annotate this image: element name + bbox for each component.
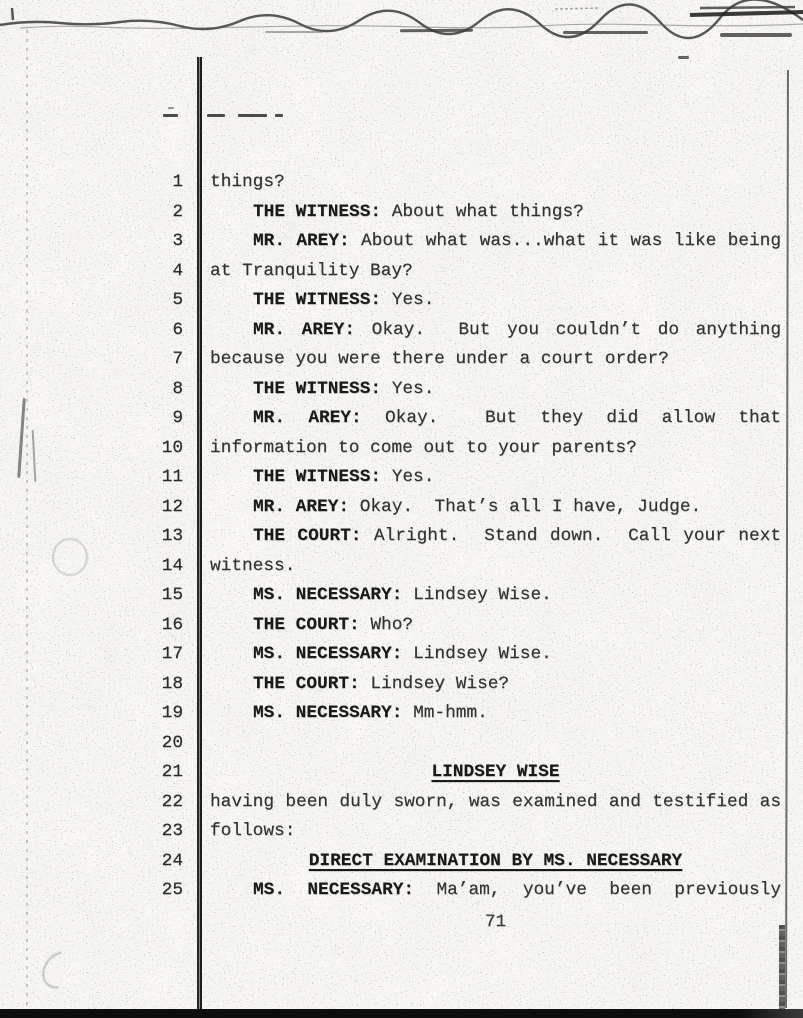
line-number: 5 xyxy=(172,290,183,310)
scan-squiggle-top xyxy=(0,0,803,46)
speaker-label: MS. NECESSARY: xyxy=(253,585,414,605)
transcript-line xyxy=(0,847,803,877)
line-text xyxy=(197,729,781,759)
scan-streak xyxy=(265,31,323,33)
scan-smudge xyxy=(35,944,85,995)
line-body: things? xyxy=(210,172,285,192)
speaker-label: THE WITNESS: xyxy=(253,467,392,487)
transcript-line xyxy=(0,345,803,375)
page-number: 71 xyxy=(484,912,507,932)
transcript-line xyxy=(0,788,803,818)
line-number: 10 xyxy=(161,437,183,458)
line-body: Mm-hmm. xyxy=(413,703,488,723)
scan-dash xyxy=(207,114,225,117)
line-number: 4 xyxy=(172,260,183,281)
line-body: Yes. xyxy=(391,378,435,399)
examination-heading: DIRECT EXAMINATION BY MS. NECESSARY xyxy=(308,850,683,871)
line-text xyxy=(197,168,781,198)
line-number: 7 xyxy=(172,349,183,369)
line-body: Ma’am, you’ve been previously xyxy=(436,880,781,900)
line-text xyxy=(197,758,781,788)
line-number: 20 xyxy=(161,732,183,753)
transcript-line xyxy=(0,817,803,847)
line-body: Yes. xyxy=(391,290,435,310)
transcript-line xyxy=(0,581,803,611)
line-number: 1 xyxy=(172,172,183,192)
line-text xyxy=(197,227,781,257)
transcript-line xyxy=(0,168,803,198)
speaker-label: MS. NECESSARY: xyxy=(253,703,414,723)
line-body: witness. xyxy=(210,555,296,576)
line-text xyxy=(197,699,781,729)
line-number: 13 xyxy=(161,526,183,546)
witness-name-heading: LINDSEY WISE xyxy=(431,762,560,782)
transcript-line xyxy=(0,375,803,405)
speaker-label: THE COURT: xyxy=(253,526,374,546)
line-text xyxy=(197,434,781,464)
line-number: 22 xyxy=(161,791,183,812)
speaker-label: MR. AREY: xyxy=(253,231,361,251)
transcript-line xyxy=(0,758,803,788)
line-text xyxy=(197,463,781,493)
scan-dash xyxy=(163,114,178,117)
line-number: 17 xyxy=(161,644,183,664)
transcript-line xyxy=(0,257,803,287)
line-body: Lindsey Wise. xyxy=(413,585,552,605)
line-text xyxy=(197,670,781,700)
speaker-label: THE WITNESS: xyxy=(253,378,392,399)
line-number: 24 xyxy=(161,850,183,871)
line-text xyxy=(197,286,781,316)
line-body: Lindsey Wise. xyxy=(413,644,552,664)
line-body: Okay. That’s all I have, Judge. xyxy=(359,496,702,517)
line-text xyxy=(197,404,781,434)
transcript-line xyxy=(0,640,803,670)
line-number: 23 xyxy=(161,821,183,841)
line-number: 11 xyxy=(161,467,183,487)
line-number: 15 xyxy=(161,585,183,605)
line-number: 6 xyxy=(172,319,183,340)
transcript-line xyxy=(0,404,803,434)
line-text xyxy=(197,640,781,670)
line-body: having been duly sworn, was examined and testified as xyxy=(210,791,781,812)
transcript-line xyxy=(0,876,803,906)
transcript-body xyxy=(0,168,803,906)
line-body: About what was...what it was like being xyxy=(361,231,781,251)
line-body: because you were there under a court order? xyxy=(210,349,669,369)
speaker-label: MS. NECESSARY: xyxy=(253,644,414,664)
line-number: 12 xyxy=(161,496,183,517)
line-number: 25 xyxy=(161,880,183,900)
line-body: at Tranquility Bay? xyxy=(210,260,413,281)
scan-streak xyxy=(678,56,689,59)
line-body: Lindsey Wise? xyxy=(370,673,510,694)
line-number: 21 xyxy=(161,762,183,782)
line-text xyxy=(197,876,781,906)
line-body: Who? xyxy=(370,614,414,635)
transcript-line xyxy=(0,463,803,493)
line-number: 16 xyxy=(161,614,183,635)
line-number: 3 xyxy=(172,231,183,251)
speaker-label: THE WITNESS: xyxy=(253,290,392,310)
transcript-line xyxy=(0,493,803,523)
line-text xyxy=(197,847,781,877)
speaker-label: MR. AREY: xyxy=(253,408,385,428)
speaker-label: MR. AREY: xyxy=(253,496,360,517)
scan-bottom-bar xyxy=(0,1009,803,1018)
line-text xyxy=(197,552,781,582)
line-number: 18 xyxy=(161,673,183,694)
line-text xyxy=(197,493,781,523)
line-number: 9 xyxy=(172,408,183,428)
line-body: Okay. But they did allow that xyxy=(385,408,781,428)
scan-streak xyxy=(400,29,473,33)
scan-streak xyxy=(563,31,648,34)
scan-dash xyxy=(275,114,283,117)
transcript-line xyxy=(0,434,803,464)
line-body: information to come out to your parents? xyxy=(210,437,637,458)
line-text xyxy=(197,257,781,287)
line-body: Yes. xyxy=(391,467,435,487)
line-body: Alright. Stand down. Call your next xyxy=(373,526,781,546)
transcript-line xyxy=(0,198,803,228)
transcript-line xyxy=(0,699,803,729)
line-text xyxy=(197,581,781,611)
line-number: 14 xyxy=(161,555,183,576)
line-body: About what things? xyxy=(391,201,584,222)
speaker-label: MR. AREY: xyxy=(253,319,372,340)
line-text xyxy=(197,345,781,375)
line-body: follows: xyxy=(210,821,296,841)
line-text xyxy=(197,611,781,641)
transcript-line xyxy=(0,286,803,316)
line-text xyxy=(197,375,781,405)
transcript-line xyxy=(0,729,803,759)
line-text xyxy=(197,788,781,818)
transcript-line xyxy=(0,611,803,641)
line-body: Okay. But you couldn’t do anything xyxy=(371,319,781,340)
line-number: 8 xyxy=(172,378,183,399)
line-number: 19 xyxy=(161,703,183,723)
speaker-label: THE COURT: xyxy=(253,673,371,694)
scan-dash xyxy=(238,114,267,117)
transcript-line xyxy=(0,227,803,257)
scan-dash xyxy=(168,107,174,109)
line-number: 2 xyxy=(172,201,183,222)
speaker-label: THE WITNESS: xyxy=(253,201,392,222)
line-text xyxy=(197,522,781,552)
line-text xyxy=(197,817,781,847)
transcript-line xyxy=(0,522,803,552)
transcript-line xyxy=(0,316,803,346)
line-text xyxy=(197,198,781,228)
scan-streak xyxy=(720,33,792,37)
line-text xyxy=(197,316,781,346)
speaker-label: MS. NECESSARY: xyxy=(253,880,437,900)
speaker-label: THE COURT: xyxy=(253,614,371,635)
transcript-line xyxy=(0,552,803,582)
transcript-line xyxy=(0,670,803,700)
